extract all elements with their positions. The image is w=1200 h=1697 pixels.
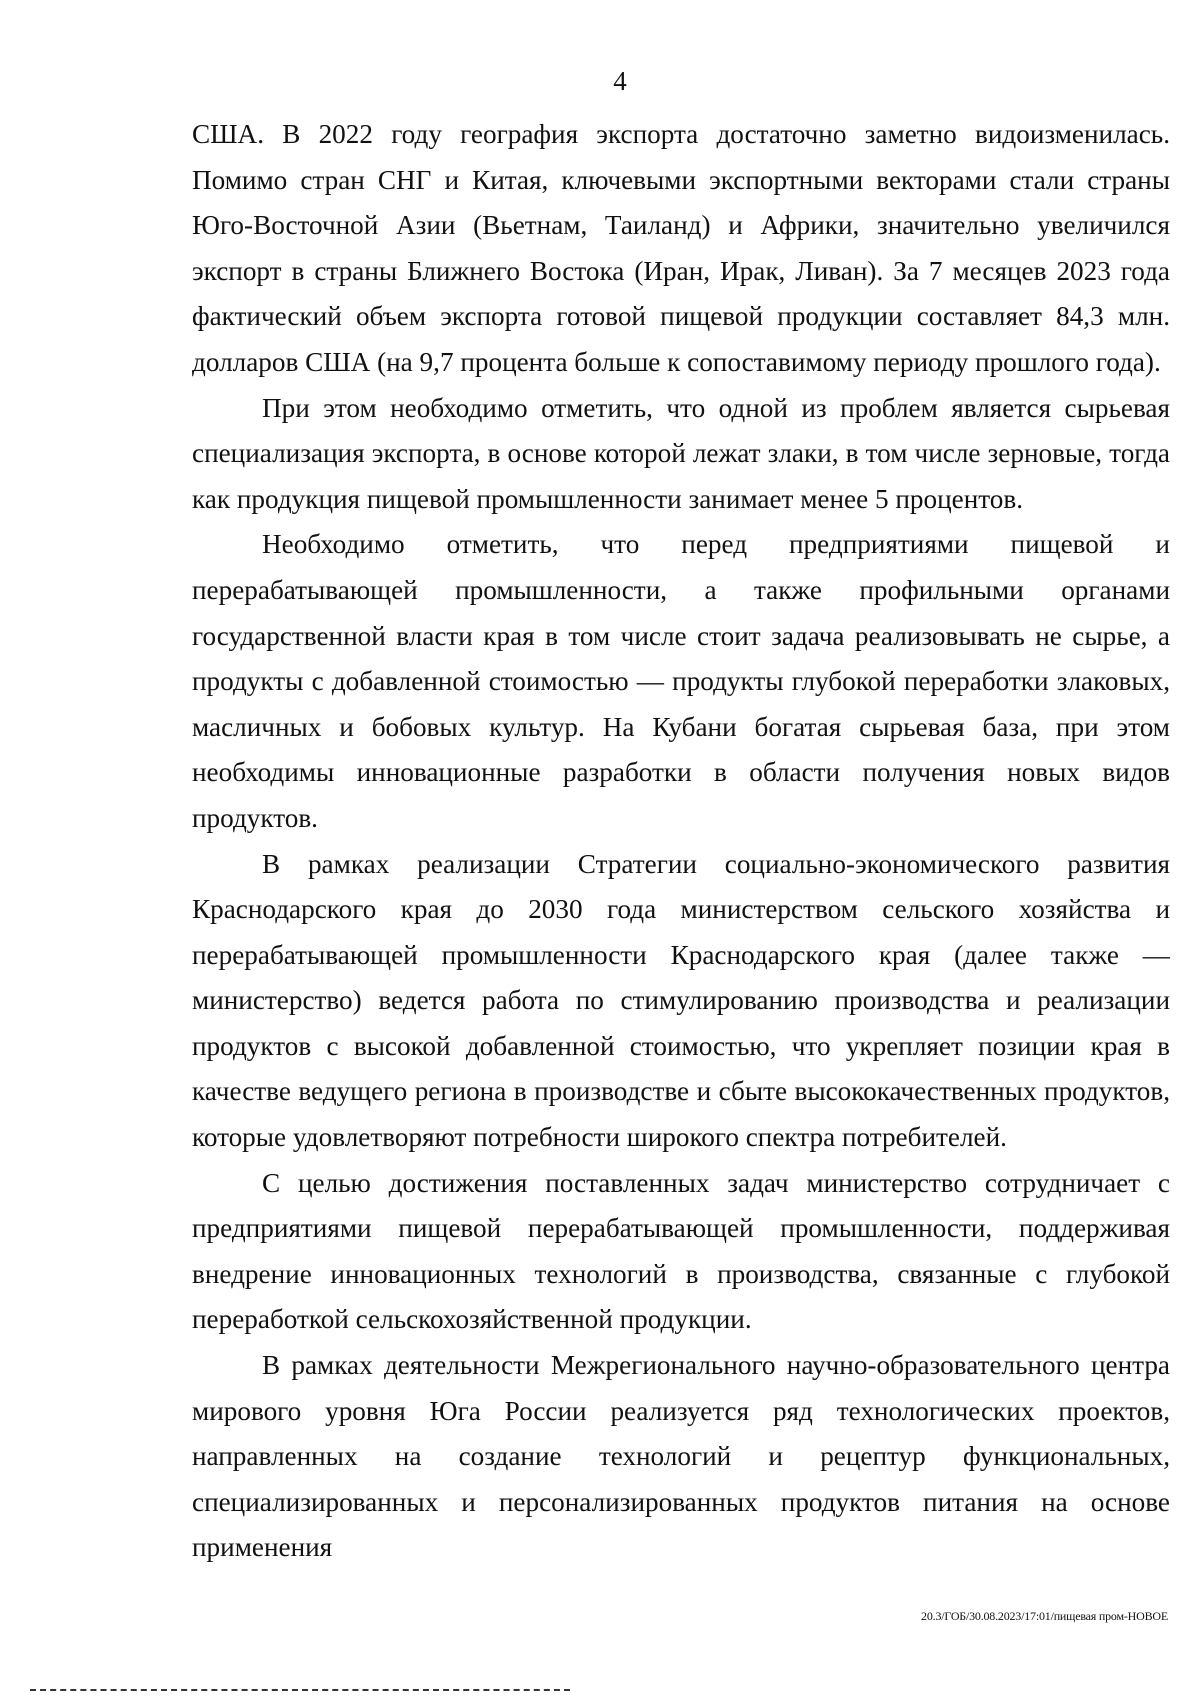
paragraph-scientific-center: В рамках деятельности Межрегионального научно-образовательного центра мирового уровня Юга России реализуется ряд технологических проектов, направленных на создание технологий и рецептур функциональных, специализированных и персонализированных продуктов питания на основе применения xyxy=(192,1350,1170,1563)
paragraph-raw-specialization: При этом необходимо отметить, что одной из проблем является сырьевая специализация экспорта, в основе которой лежат злаки, в том числе зерновые, тогда как продукция пищевой промышленности занимает менее 5 процентов. xyxy=(192,392,1170,514)
paragraph-ministry-cooperation: С целью достижения поставленных задач министерство сотрудничает с предприятиями пищевой перерабатывающей промышленности, поддерживая внедрение инновационных технологий в производства, связанные с глубокой переработкой сельскохозяйственной продукции. xyxy=(192,1167,1170,1335)
paragraph-value-added-task: Необходимо отметить, что перед предприятиями пищевой и перерабатывающей промышленности, а также профильными органами государственной власти края в том числе стоит задача реализовывать не сырье, а продукты с добавленной стоимостью — продукты глубокой переработки злаковых, масличных и бобовых культур. На Кубани богатая сырьевая база, при этом необходимы инновационные разработки в области получения новых видов продуктов. xyxy=(192,529,1170,833)
scan-edge-divider xyxy=(30,1689,570,1691)
paragraph-export-geography: США. В 2022 году география экспорта достаточно заметно видоизменилась. Помимо стран СНГ и Китая, ключевыми экспортными векторами стали страны Юго-Восточной Азии (Вьетнам, Таиланд) и Африки, значительно увеличился экспорт в страны Ближнего Востока (Иран, Ирак, Ливан). За 7 месяцев 2023 года фактический объем экспорта готовой пищевой продукции составляет 84,3 млн. долларов США (на 9,7 процента больше к сопоставимому периоду прошлого года). xyxy=(192,119,1170,377)
paragraph-strategy-2030: В рамках реализации Стратегии социально-экономического развития Краснодарского края до 2030 года министерством сельского хозяйства и перерабатывающей промышленности Краснодарского края (далее также — министерство) ведется работа по стимулированию производства и реализации продуктов с высокой добавленной стоимостью, что укрепляет позиции края в качестве ведущего региона в производстве и сбыте высококачественных продуктов, которые удовлетворяют потребности широкого спектра потребителей. xyxy=(192,848,1170,1153)
document-footer-code: 20.3/ГОБ/30.08.2023/17:01/пищевая пром-НОВОЕ xyxy=(921,1609,1168,1623)
page-number: 4 xyxy=(613,66,627,96)
document-body xyxy=(192,112,1170,1571)
